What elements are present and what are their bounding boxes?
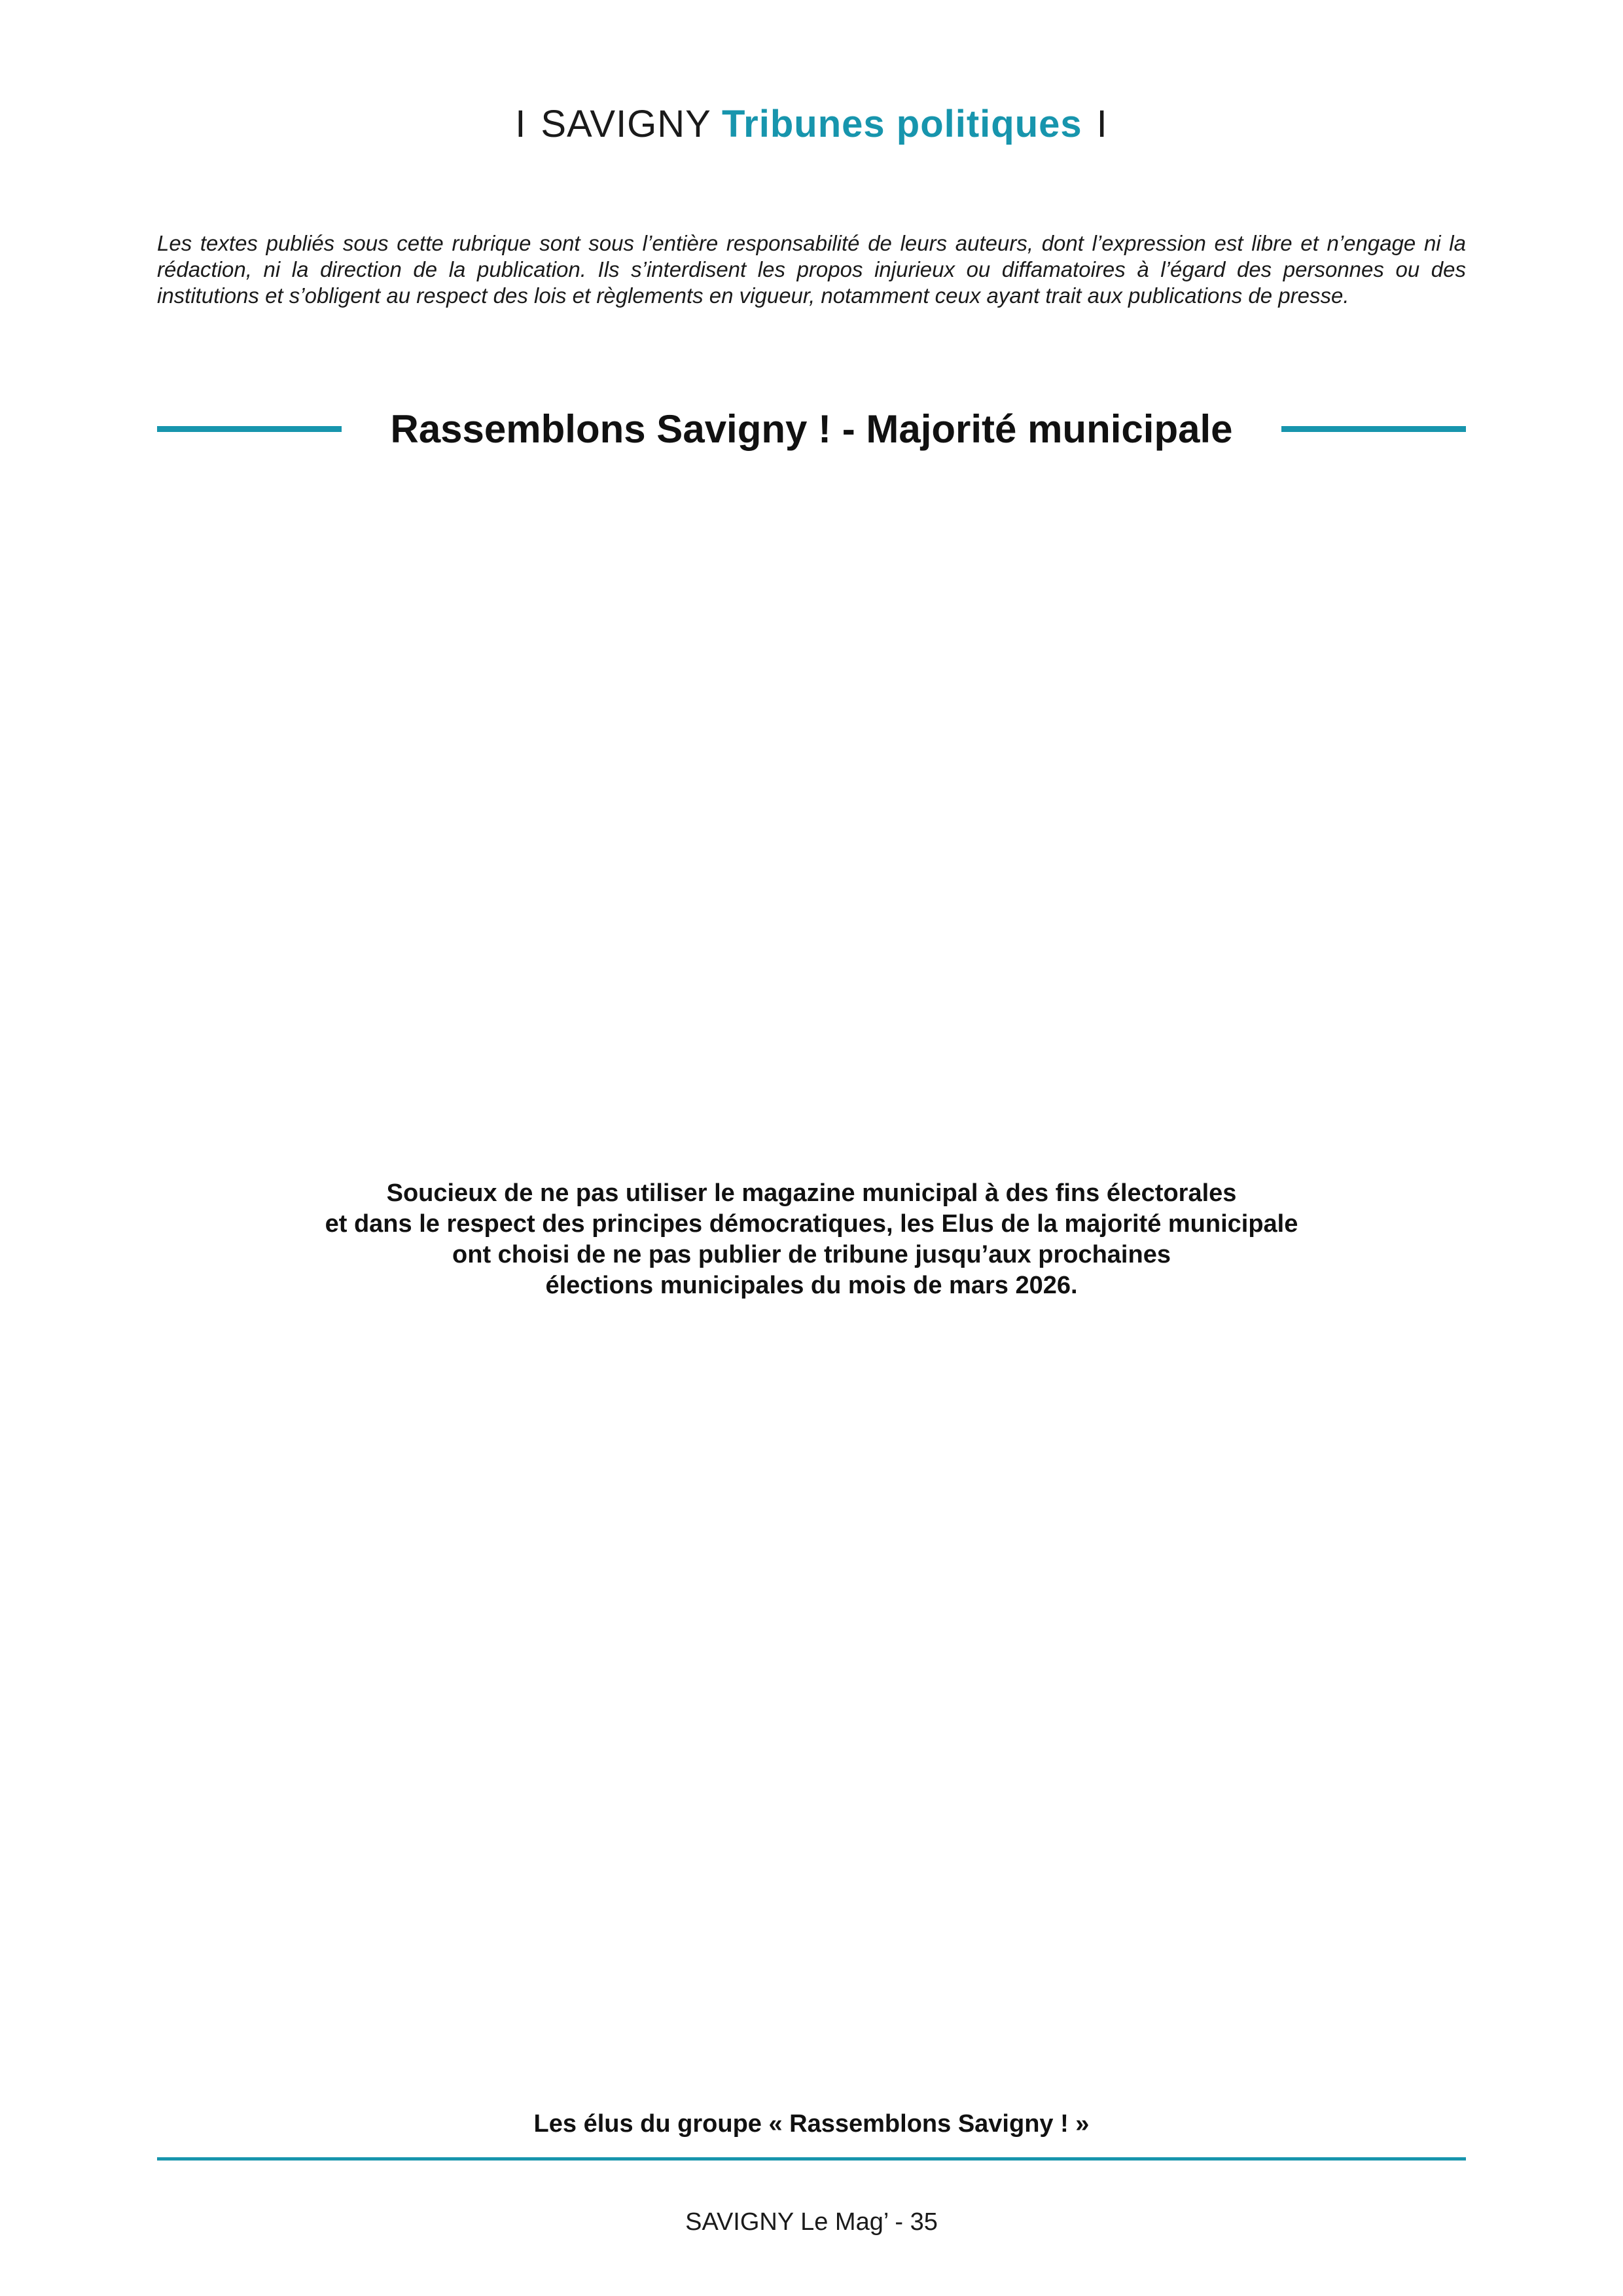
header-separator-right: I <box>1096 103 1108 145</box>
group-signature: Les élus du groupe « Rassemblons Savigny ! » <box>533 2110 1090 2138</box>
statement-line: élections municipales du mois de mars 2026. <box>545 1272 1078 1299</box>
group-title: Rassemblons Savigny ! - Majorité municipale <box>390 406 1233 451</box>
group-statement <box>157 1178 1466 1301</box>
page-footer: SAVIGNY Le Mag’ - 35 <box>685 2208 938 2236</box>
statement-line: Soucieux de ne pas utiliser le magazine municipal à des fins électorales <box>386 1179 1237 1207</box>
bottom-divider <box>157 2157 1466 2161</box>
header-brand: SAVIGNY <box>541 103 711 145</box>
disclaimer-text: Les textes publiés sous cette rubrique sont sous l’entière responsabilité de leurs auteurs, dont l’expression est libre et n’engage ni la rédaction, ni la direction de la publication. Ils s’interdisent les propos injurieux ou diffamatoires à l’égard des personnes ou des institutions et s’obligent au respect des lois et règlements en vigueur, notamment ceux ayant trait aux publications de presse. <box>157 231 1466 308</box>
header-separator-left: I <box>515 103 527 145</box>
header-section-title: Tribunes politiques <box>721 103 1082 145</box>
title-rule-left <box>157 426 342 432</box>
group-title-row <box>157 399 1466 458</box>
statement-line: ont choisi de ne pas publier de tribune jusqu’aux prochaines <box>452 1241 1171 1268</box>
page-header <box>0 98 1623 151</box>
title-rule-right <box>1281 426 1466 432</box>
statement-line: et dans le respect des principes démocratiques, les Elus de la majorité municipale <box>325 1210 1298 1238</box>
